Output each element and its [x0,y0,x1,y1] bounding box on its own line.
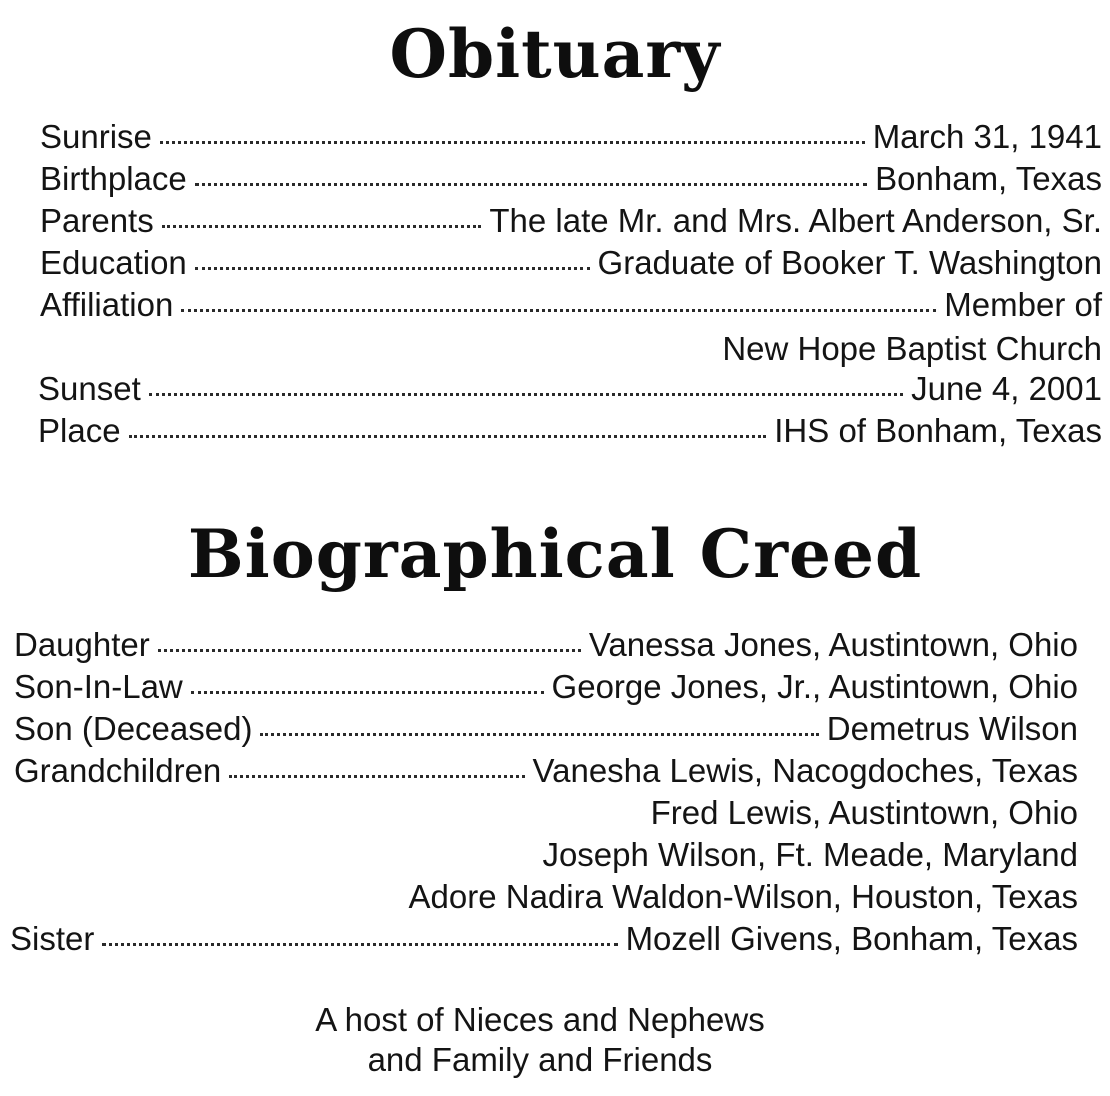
closing-line-1: A host of Nieces and Nephews [315,1001,765,1038]
obituary-row-parents [40,200,1102,242]
grandchild-continuation: Adore Nadira Waldon-Wilson, Houston, Texas [408,878,1078,915]
biography-row-grandchildren [14,750,1078,792]
obituary-row-sunset [38,368,1102,410]
row-label: Place [38,412,121,449]
row-value: IHS of Bonham, Texas [774,412,1102,449]
obituary-affiliation-continuation: New Hope Baptist Church [722,330,1102,367]
biography-title: Biographical Creed [187,515,923,593]
dot-leader [160,141,865,144]
row-value: Graduate of Booker T. Washington [597,244,1102,281]
grandchild-continuation: Fred Lewis, Austintown, Ohio [650,794,1078,831]
obituary-title: Obituary [389,15,721,93]
row-label: Sister [10,920,95,957]
obituary-row-affiliation [40,284,1102,326]
row-label: Son (Deceased) [14,710,253,747]
closing-line-2: and Family and Friends [367,1041,713,1078]
biography-row-daughter [14,624,1078,666]
row-label: Sunrise [40,118,152,155]
dot-leader [158,649,581,652]
biography-row-sister [10,918,1078,960]
row-value: June 4, 2001 [911,370,1102,407]
row-value: Demetrus Wilson [826,710,1078,747]
row-value: March 31, 1941 [872,118,1102,155]
obituary-row-sunrise [40,116,1102,158]
dot-leader [102,943,617,946]
dot-leader [181,309,936,312]
dot-leader [191,691,544,694]
dot-leader [195,267,590,270]
row-label: Education [40,244,187,281]
dot-leader [229,775,524,778]
row-label: Sunset [38,370,141,407]
row-label: Parents [40,202,154,239]
row-label: Daughter [14,626,150,663]
row-value: George Jones, Jr., Austintown, Ohio [551,668,1078,705]
dot-leader [162,225,482,228]
dot-leader [260,733,818,736]
dot-leader [195,183,867,186]
row-value: Mozell Givens, Bonham, Texas [625,920,1078,957]
row-label: Affiliation [40,286,174,323]
biography-row-son-in-law [14,666,1078,708]
dot-leader [149,393,903,396]
row-label: Grandchildren [14,752,222,789]
row-value: Vanessa Jones, Austintown, Ohio [588,626,1078,663]
row-value: Member of [944,286,1102,323]
obituary-row-education [40,242,1102,284]
row-value: The late Mr. and Mrs. Albert Anderson, Sr. [489,202,1102,239]
biography-row-son [14,708,1078,750]
row-value: Vanesha Lewis, Nacogdoches, Texas [532,752,1078,789]
obituary-row-place [38,410,1102,452]
dot-leader [129,435,767,438]
obituary-row-birthplace [40,158,1102,200]
row-label: Birthplace [40,160,187,197]
grandchild-continuation: Joseph Wilson, Ft. Meade, Maryland [542,836,1078,873]
row-label: Son-In-Law [14,668,183,705]
row-value: Bonham, Texas [875,160,1102,197]
